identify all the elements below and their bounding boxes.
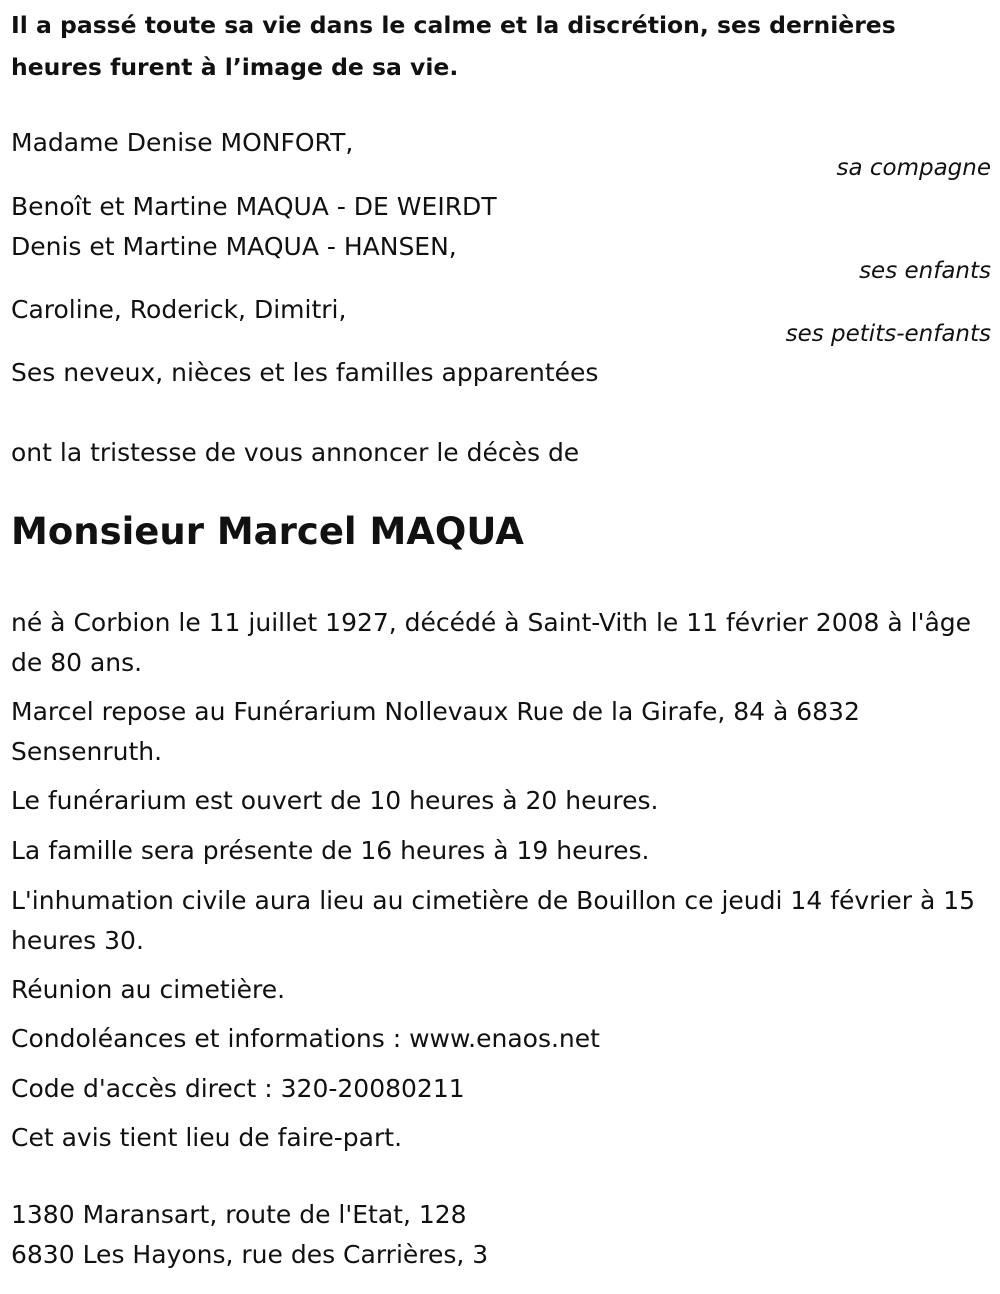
grandchildren-role: ses petits-enfants — [785, 321, 991, 347]
birth-death-details: né à Corbion le 11 juillet 1927, décédé à Saint-Vith le 11 février 2008 à l'âge de 80 ans. — [11, 608, 972, 677]
deceased-name: Monsieur Marcel MAQUA — [11, 510, 524, 553]
child-name-2: Denis et Martine MAQUA - HANSEN, — [11, 232, 457, 261]
relatives-line: Ses neveux, nièces et les familles apparentées — [11, 358, 599, 387]
condolences-info: Condoléances et informations : www.enaos.net — [11, 1024, 600, 1053]
access-code: Code d'accès direct : 320-20080211 — [11, 1074, 465, 1103]
children-role: ses enfants — [859, 258, 991, 284]
announcement-line: ont la tristesse de vous annoncer le décès de — [11, 438, 580, 467]
companion-name: Madame Denise MONFORT, — [11, 128, 354, 157]
funeral-home-details: Marcel repose au Funérarium Nollevaux Rue de la Girafe, 84 à 6832 Sensenruth. — [11, 697, 860, 766]
grandchildren-names: Caroline, Roderick, Dimitri, — [11, 295, 347, 324]
opening-hours: Le funérarium est ouvert de 10 heures à 20 heures. — [11, 786, 659, 815]
burial-details: L'inhumation civile aura lieu au cimetière de Bouillon ce jeudi 14 février à 15 heures 30. — [11, 886, 976, 955]
address-2: 6830 Les Hayons, rue des Carrières, 3 — [11, 1240, 489, 1269]
notice-statement: Cet avis tient lieu de faire-part. — [11, 1123, 403, 1152]
intro-text: Il a passé toute sa vie dans le calme et la discrétion, ses dernières heures furent à l’image de sa vie. — [11, 11, 896, 81]
child-name-1: Benoît et Martine MAQUA - DE WEIRDT — [11, 192, 497, 221]
address-1: 1380 Maransart, route de l'Etat, 128 — [11, 1200, 467, 1229]
family-presence-hours: La famille sera présente de 16 heures à 19 heures. — [11, 836, 650, 865]
companion-role: sa compagne — [836, 155, 991, 181]
meeting-place: Réunion au cimetière. — [11, 975, 286, 1004]
